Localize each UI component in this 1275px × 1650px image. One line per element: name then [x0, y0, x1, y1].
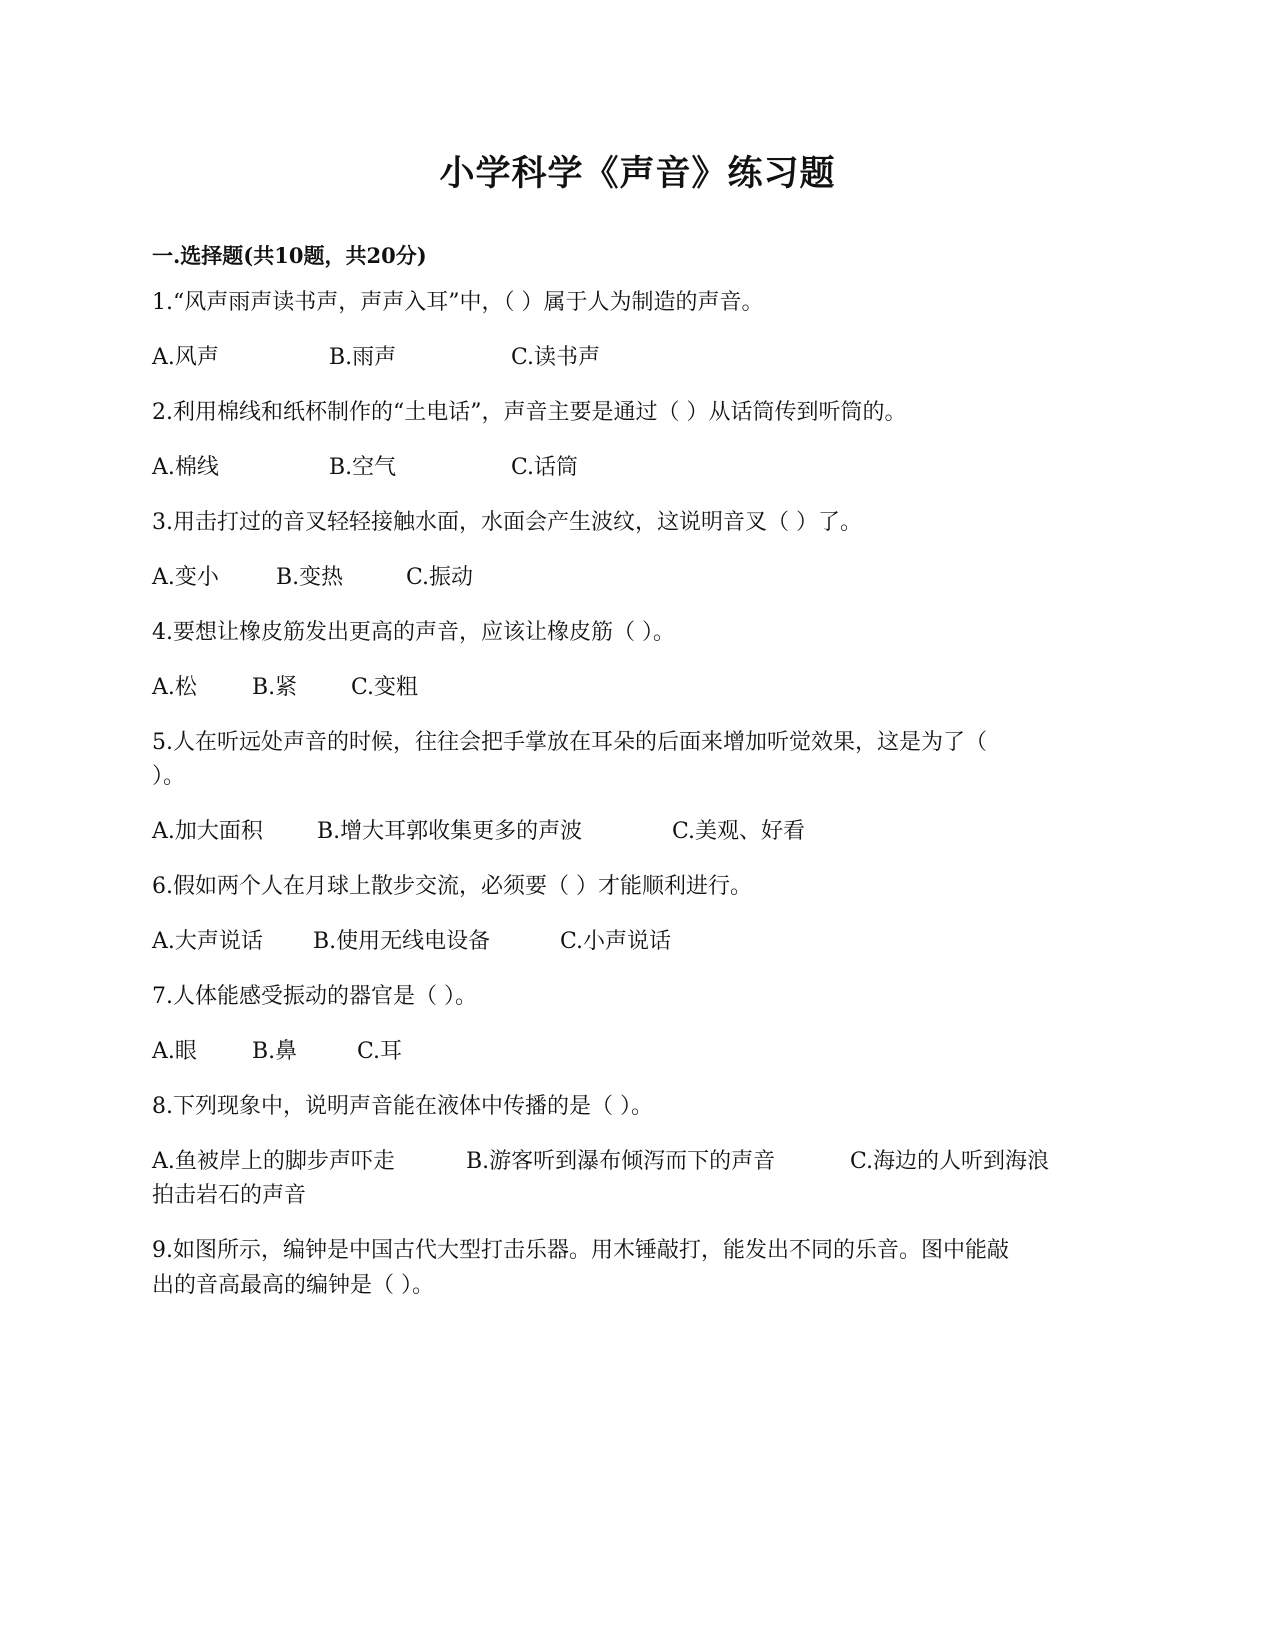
question-4-option-b: B.紧 — [252, 675, 298, 700]
section-heading: 一.选择题(共10题，共20分) — [152, 243, 427, 268]
question-5-option-a: A.加大面积 — [152, 819, 263, 844]
question-4-option-a: A.松 — [152, 675, 197, 700]
question-9-stem-line-1: 9.如图所示，编钟是中国古代大型打击乐器。用木锤敲打，能发出不同的乐音。图中能敲 — [152, 1238, 1009, 1263]
question-8-option-b: B.游客听到瀑布倾泻而下的声音 — [466, 1149, 776, 1174]
question-7-option-c: C.耳 — [357, 1039, 403, 1064]
question-7-option-a: A.眼 — [152, 1039, 197, 1064]
question-1-stem: 1.“风声雨声读书声，声声入耳”中，（ ）属于人为制造的声音。 — [152, 290, 764, 315]
question-8-option-c: C.海边的人听到海浪 — [850, 1149, 1050, 1174]
question-6-option-c: C.小声说话 — [560, 929, 672, 954]
question-6-option-a: A.大声说话 — [152, 929, 263, 954]
question-5-stem-line-2: ）。 — [152, 764, 186, 789]
question-6-stem: 6.假如两个人在月球上散步交流，必须要（ ）才能顺利进行。 — [152, 874, 752, 899]
question-7-option-b: B.鼻 — [252, 1039, 298, 1064]
question-3-option-b: B.变热 — [276, 565, 344, 590]
question-2-option-b: B.空气 — [329, 455, 397, 480]
question-3-stem: 3.用击打过的音叉轻轻接触水面，水面会产生波纹，这说明音叉（ ）了。 — [152, 510, 862, 535]
question-5-option-b: B.增大耳郭收集更多的声波 — [317, 819, 583, 844]
question-1-option-a: A.风声 — [152, 345, 219, 370]
question-8-option-c-continued: 拍击岩石的声音 — [152, 1183, 307, 1208]
question-1-option-b: B.雨声 — [329, 345, 397, 370]
question-9-stem-line-2: 出的音高最高的编钟是（ ）。 — [152, 1273, 434, 1298]
page-title: 小学科学《声音》练习题 — [439, 153, 836, 194]
question-3-option-a: A.变小 — [152, 565, 219, 590]
question-5-option-c: C.美观、好看 — [672, 819, 806, 844]
question-1-option-c: C.读书声 — [511, 345, 601, 370]
question-8-option-a: A.鱼被岸上的脚步声吓走 — [152, 1149, 395, 1174]
question-5-stem-line-1: 5.人在听远处声音的时候，往往会把手掌放在耳朵的后面来增加听觉效果，这是为了（ — [152, 730, 987, 755]
question-4-option-c: C.变粗 — [351, 675, 419, 700]
question-6-option-b: B.使用无线电设备 — [313, 929, 491, 954]
question-4-stem: 4.要想让橡皮筋发出更高的声音，应该让橡皮筋（ ）。 — [152, 620, 675, 645]
question-7-stem: 7.人体能感受振动的器官是（ ）。 — [152, 984, 477, 1009]
question-2-stem: 2.利用棉线和纸杯制作的“土电话”，声音主要是通过（ ）从话筒传到听筒的。 — [152, 400, 907, 425]
question-8-stem: 8.下列现象中，说明声音能在液体中传播的是（ ）。 — [152, 1094, 653, 1119]
question-2-option-c: C.话筒 — [511, 455, 579, 480]
question-3-option-c: C.振动 — [406, 565, 474, 590]
question-2-option-a: A.棉线 — [152, 455, 219, 480]
